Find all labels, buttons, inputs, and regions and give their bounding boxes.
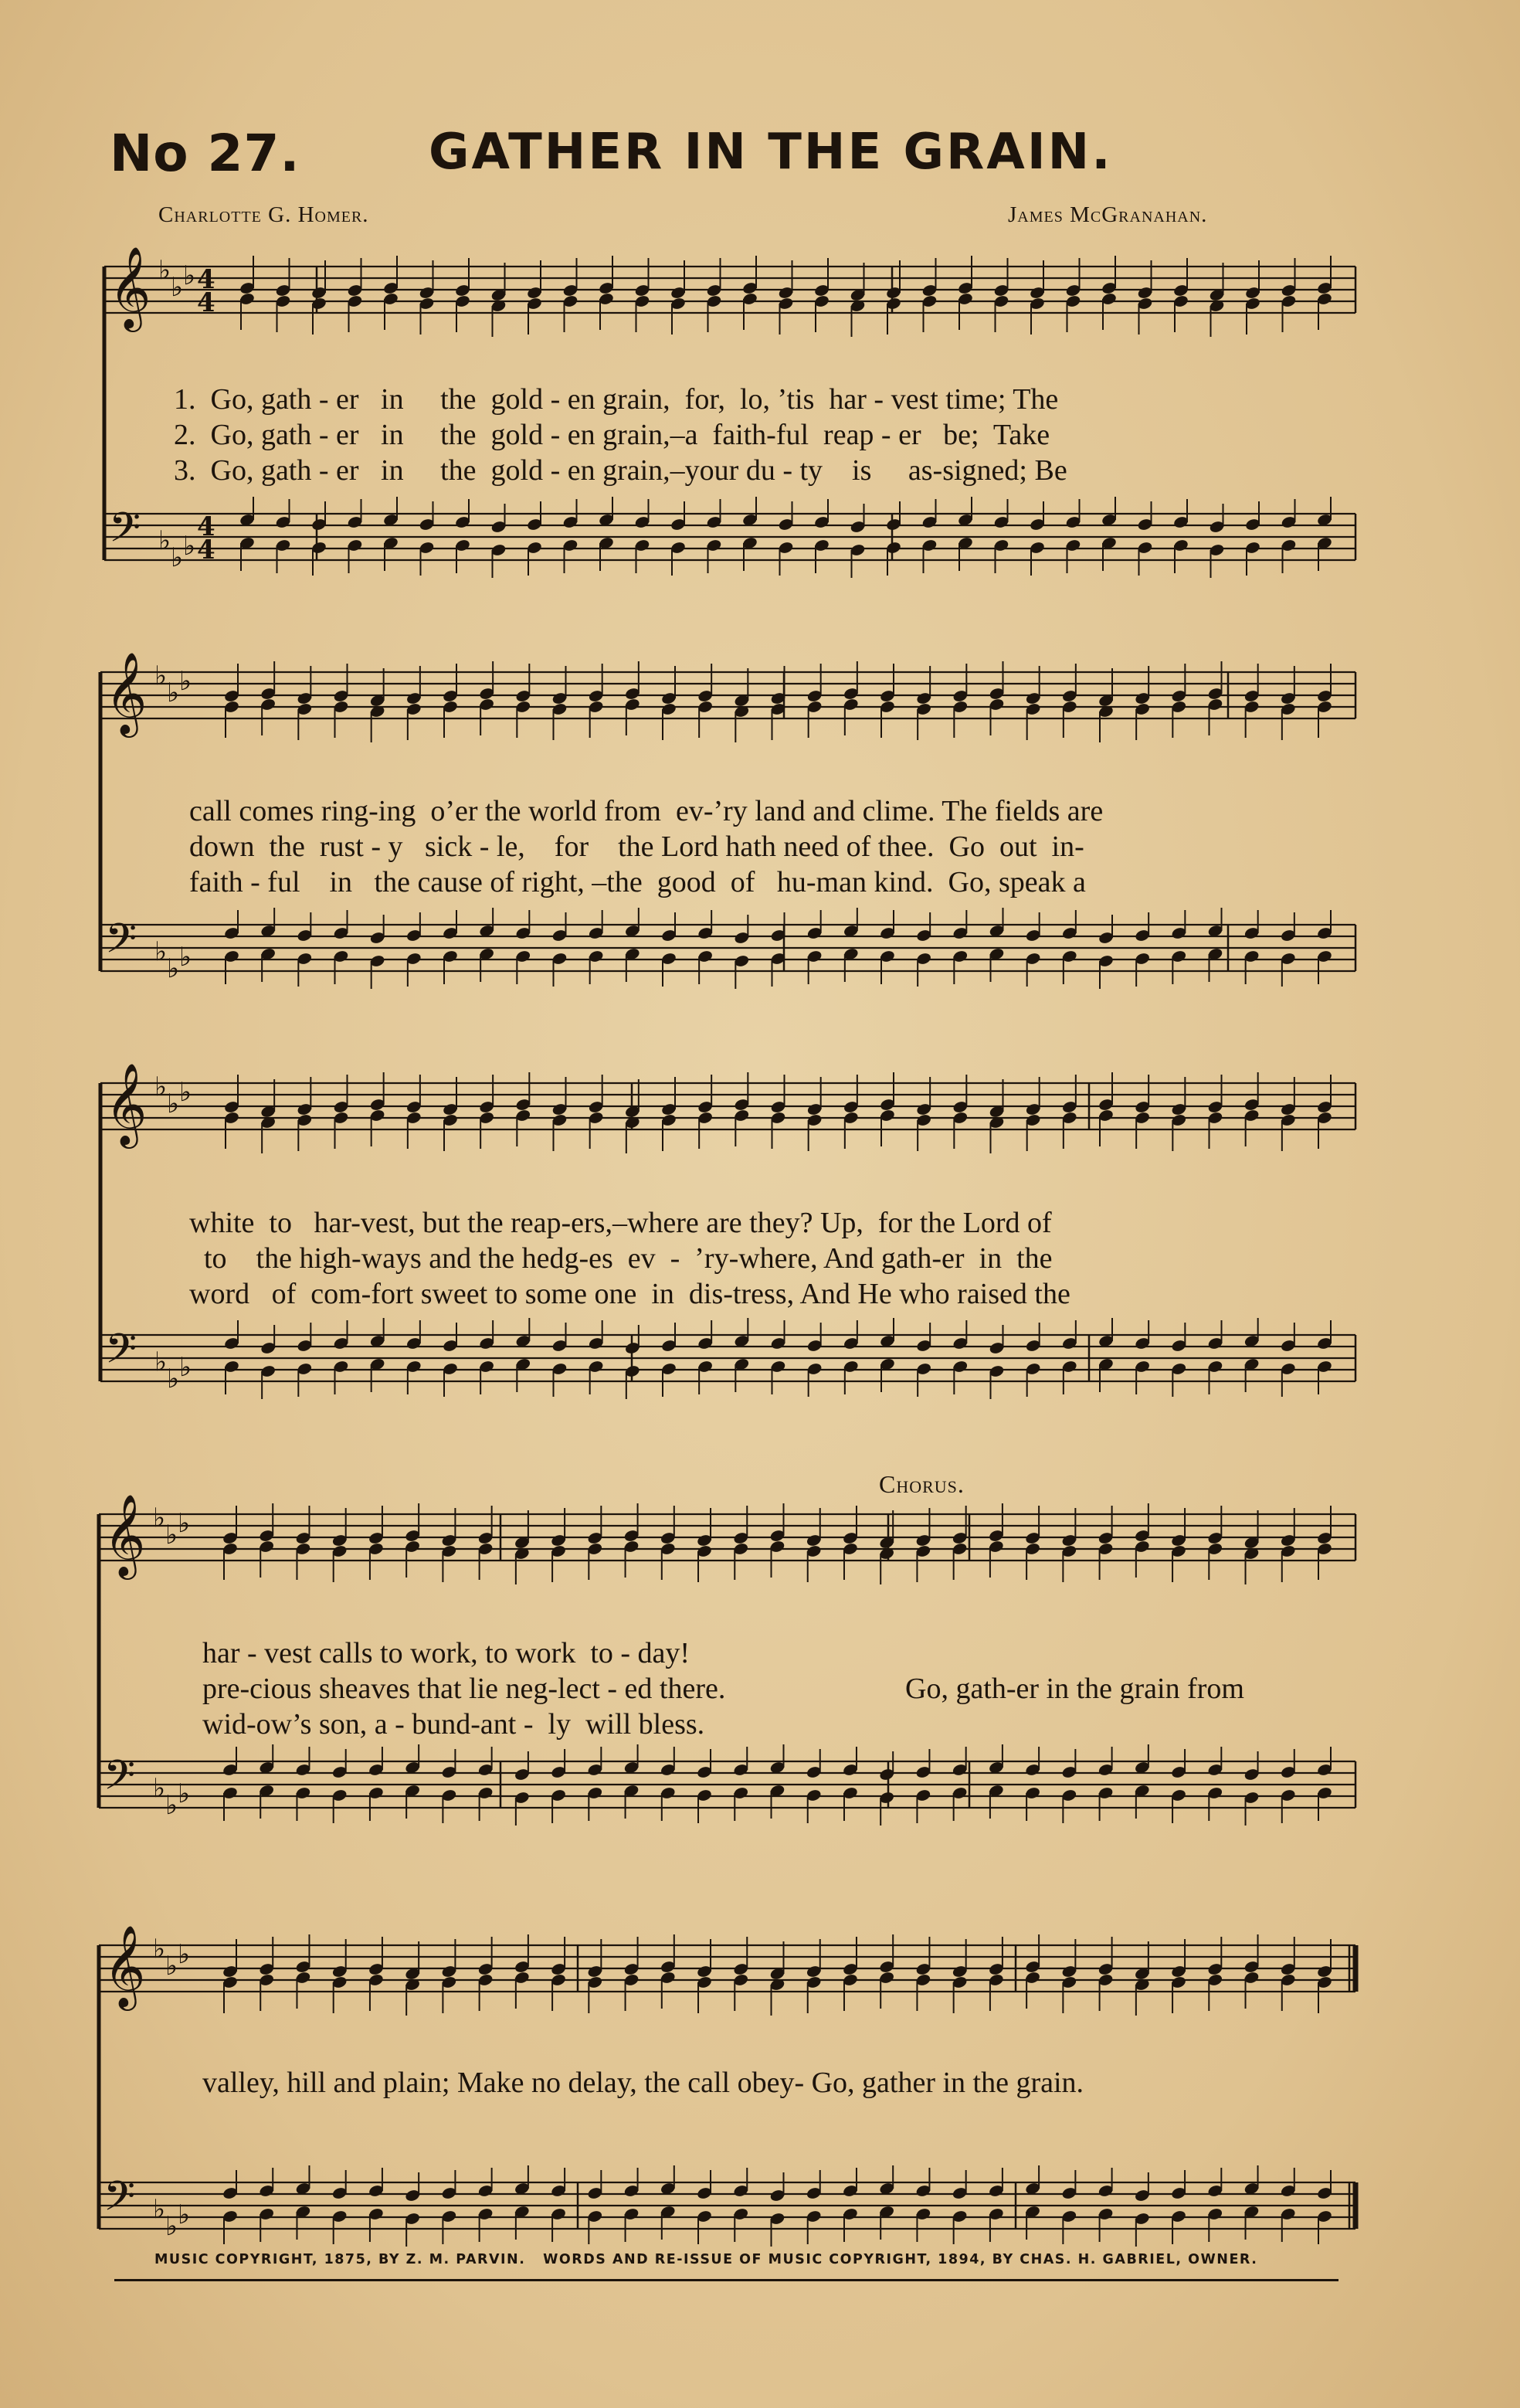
lyric-line: 1. Go, gath - er in the gold - en grain, for, lo, ’tis har - vest time; The [174,383,1059,416]
treble-clef: 𝄞 [105,1062,148,1145]
words-author: Charlotte G. Homer. [158,202,369,227]
lyric-line: 2. Go, gath - er in the gold - en grain,–a faith-ful reap - er be; Take [174,419,1050,451]
time-signature: 4 [197,535,215,565]
flat-sign: ♭ [178,1508,191,1539]
flat-sign: ♭ [154,1072,168,1102]
lyric-line: valley, hill and plain; Make no delay, the call obey- Go, gather in the grain. [202,2067,1084,2099]
treble-clef: 𝄞 [109,246,151,328]
lyric-line: wid-ow’s son, a - bund-ant - ly will bless. [202,1708,705,1741]
lyric-line: har - vest calls to work, to work to - day! [202,1637,690,1669]
time-signature: 4 [197,511,215,542]
treble-clef: 𝄞 [103,1493,146,1576]
flat-sign: ♭ [158,525,171,556]
time-signature: 4 [197,287,215,318]
flat-sign: ♭ [171,272,184,303]
lyric-line: to the high-ways and the hedg-es ev - ’ry-where, And gath-er in the [189,1242,1053,1275]
hymn-number: No 27. [110,124,300,183]
time-signature: 4 [197,264,215,295]
bass-clef: 𝄢 [109,504,141,562]
flat-sign: ♭ [167,953,180,984]
flat-sign: ♭ [153,1934,166,1965]
flat-sign: ♭ [178,1939,191,1970]
flat-sign: ♭ [179,1077,192,1108]
flat-sign: ♭ [165,1520,178,1550]
flat-sign: ♭ [178,1778,191,1809]
flat-sign: ♭ [183,260,196,291]
flat-sign: ♭ [154,661,168,691]
flat-sign: ♭ [179,942,192,973]
flat-sign: ♭ [153,1773,166,1804]
flat-sign: ♭ [171,542,184,573]
copyright-footer: MUSIC COPYRIGHT, 1875, BY Z. M. PARVIN. WORDS AND RE-ISSUE OF MUSIC COPYRIGHT, 1894, BY CHAS. H. GABRIEL, OWNER. [154,2252,1258,2267]
flat-sign: ♭ [153,1503,166,1533]
flat-sign: ♭ [165,1790,178,1821]
hymn-title: GATHER IN THE GRAIN. [429,124,1113,181]
lyric-line: white to har-vest, but the reap-ers,–where are they? Up, for the Lord of [189,1207,1052,1239]
flat-sign: ♭ [165,1951,178,1982]
bass-clef: 𝄢 [103,2173,136,2230]
treble-clef: 𝄞 [105,651,148,734]
lyric-line: word of com-fort sweet to some one in dis-tress, And He who raised the [189,1278,1070,1310]
flat-sign: ♭ [153,2194,166,2225]
flat-sign: ♭ [167,678,180,708]
lyric-line: faith - ful in the cause of right, –the good of hu-man kind. Go, speak a [189,866,1086,898]
music-author: James McGranahan. [1008,202,1208,227]
flat-sign: ♭ [154,936,168,967]
bass-clef: 𝄢 [105,915,137,973]
footer-rule [114,2279,1338,2281]
bass-clef: 𝄢 [105,1326,137,1383]
lyric-line: call comes ring-ing o’er the world from ev-’ry land and clime. The fields are [189,795,1104,827]
flat-sign: ♭ [167,1364,180,1394]
flat-sign: ♭ [167,1089,180,1119]
flat-sign: ♭ [154,1347,168,1377]
flat-sign: ♭ [178,2199,191,2230]
chorus-lyric: Go, gath-er in the grain from [905,1673,1244,1705]
flat-sign: ♭ [158,255,171,286]
flat-sign: ♭ [179,1352,192,1383]
lyric-line: 3. Go, gath - er in the gold - en grain,–your du - ty is as-signed; Be [174,454,1067,487]
treble-clef: 𝄞 [103,1924,146,2007]
lyric-line: pre-cious sheaves that lie neg-lect - ed there. [202,1673,726,1705]
chorus-label: Chorus. [879,1470,965,1498]
flat-sign: ♭ [179,666,192,697]
lyric-line: down the rust - y sick - le, for the Lord hath need of thee. Go out in- [189,830,1084,863]
flat-sign: ♭ [165,2211,178,2242]
flat-sign: ♭ [183,531,196,562]
bass-clef: 𝄢 [103,1752,136,1809]
